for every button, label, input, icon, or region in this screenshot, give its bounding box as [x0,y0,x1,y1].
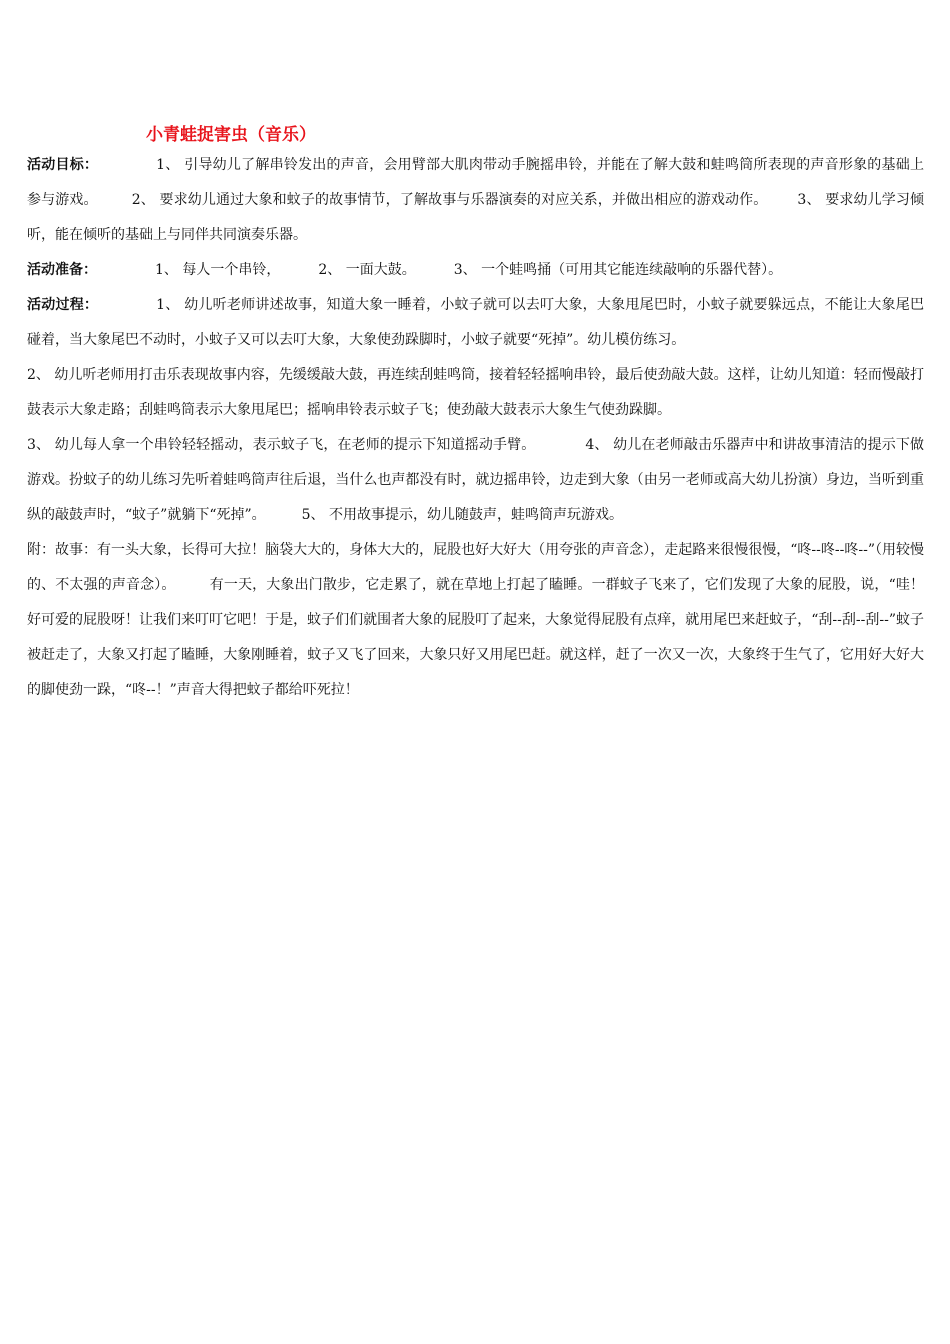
process-label: 活动过程： [27,297,99,313]
activity-goals-paragraph [27,148,924,253]
activity-prep-paragraph [27,253,924,288]
document-page [27,118,924,708]
story-paragraph [27,533,924,708]
process-item-3: 3、 幼儿每人拿一个串铃轻轻摇动，表示蚊子飞，在老师的提示下知道摇动手臂。 [27,437,536,453]
goal-item-2: 2、 要求幼儿通过大象和蚊子的故事情节，了解故事与乐器演奏的对应关系，并做出相应的游戏动作。 [131,192,768,208]
prep-item-3: 3、 一个蛙鸣捅（可用其它能连续敲响的乐器代替）。 [453,262,783,278]
activity-process-paragraph-3 [27,428,924,533]
goals-label: 活动目标： [27,157,99,173]
story-part-2: 有一天，大象出门散步，它走累了，就在草地上打起了瞌睡。一群蚊子飞来了，它们发现了大象的屁股，说，“哇！好可爱的屁股呀！让我们来叮叮它吧！于是，蚊子们们就围者大象的屁股叮了起来，大象觉得屁股有点痒，就用尾巴来赶蚊子，“刮--刮--刮--”蚊子被赶走了，大象又打起了瞌睡，大象刚睡着，蚊子又飞了回来，大象只好又用尾巴赶。就这样，赶了一次又一次，大象终于生气了，它用好大好大的脚使劲一跺，“咚--！”声音大得把蚊子都给吓死拉！ [27,577,925,698]
goal-item-3: 3、 要求幼儿学习倾听，能在倾听的基础上与同伴共同演奏乐器。 [27,192,925,243]
activity-process-paragraph-2 [27,358,924,428]
prep-item-1: 1、 每人一个串铃， [155,262,281,278]
process-item-5: 5、 不用故事提示，幼儿随鼓声，蛙鸣筒声玩游戏。 [301,507,623,523]
process-item-2: 2、 幼儿听老师用打击乐表现故事内容，先缓缓敲大鼓，再连续刮蛙鸣筒，接着轻轻摇响串铃，最后使劲敲大鼓。这样，让幼儿知道：轻而慢敲打鼓表示大象走路；刮蛙鸣筒表示大象甩尾巴；摇响串铃表示蚊子飞；使劲敲大鼓表示大象生气使劲跺脚。 [27,367,924,418]
activity-process-paragraph-1 [27,288,924,358]
prep-label: 活动准备： [27,262,97,278]
goal-item-1: 1、 引导幼儿了解串铃发出的声音，会用臂部大肌肉带动手腕摇串铃，并能在了解大鼓和蛙鸣筒所表现的声音形象的基础上参与游戏。 [27,157,924,208]
process-item-1: 1、 幼儿听老师讲述故事，知道大象一睡着，小蚊子就可以去叮大象，大象甩尾巴时，小蚊子就要躲远点，不能让大象尾巴碰着，当大象尾巴不动时，小蚊子又可以去叮大象，大象使劲跺脚时，小蚊子就要“死掉”。幼儿模仿练习。 [27,297,924,348]
story-part-1: 附：故事：有一头大象，长得可大拉！脑袋大大的，身体大大的，屁股也好大好大（用夸张的声音念），走起路来很慢很慢，“咚--咚--咚--”（用较慢的、不太强的声音念）。 [27,542,924,593]
prep-item-2: 2、 一面大鼓。 [318,262,416,278]
document-title: 小青蛙捉害虫（音乐） [146,125,316,145]
process-item-4: 4、 幼儿在老师敲击乐器声中和讲故事清洁的提示下做游戏。扮蚊子的幼儿练习先听着蛙鸣筒声往后退，当什么也声都没有时，就边摇串铃，边走到大象（由另一老师或高大幼儿扮演）身边，当听到重纵的敲鼓声时，“蚊子”就躺下“死掉”。 [27,437,925,523]
